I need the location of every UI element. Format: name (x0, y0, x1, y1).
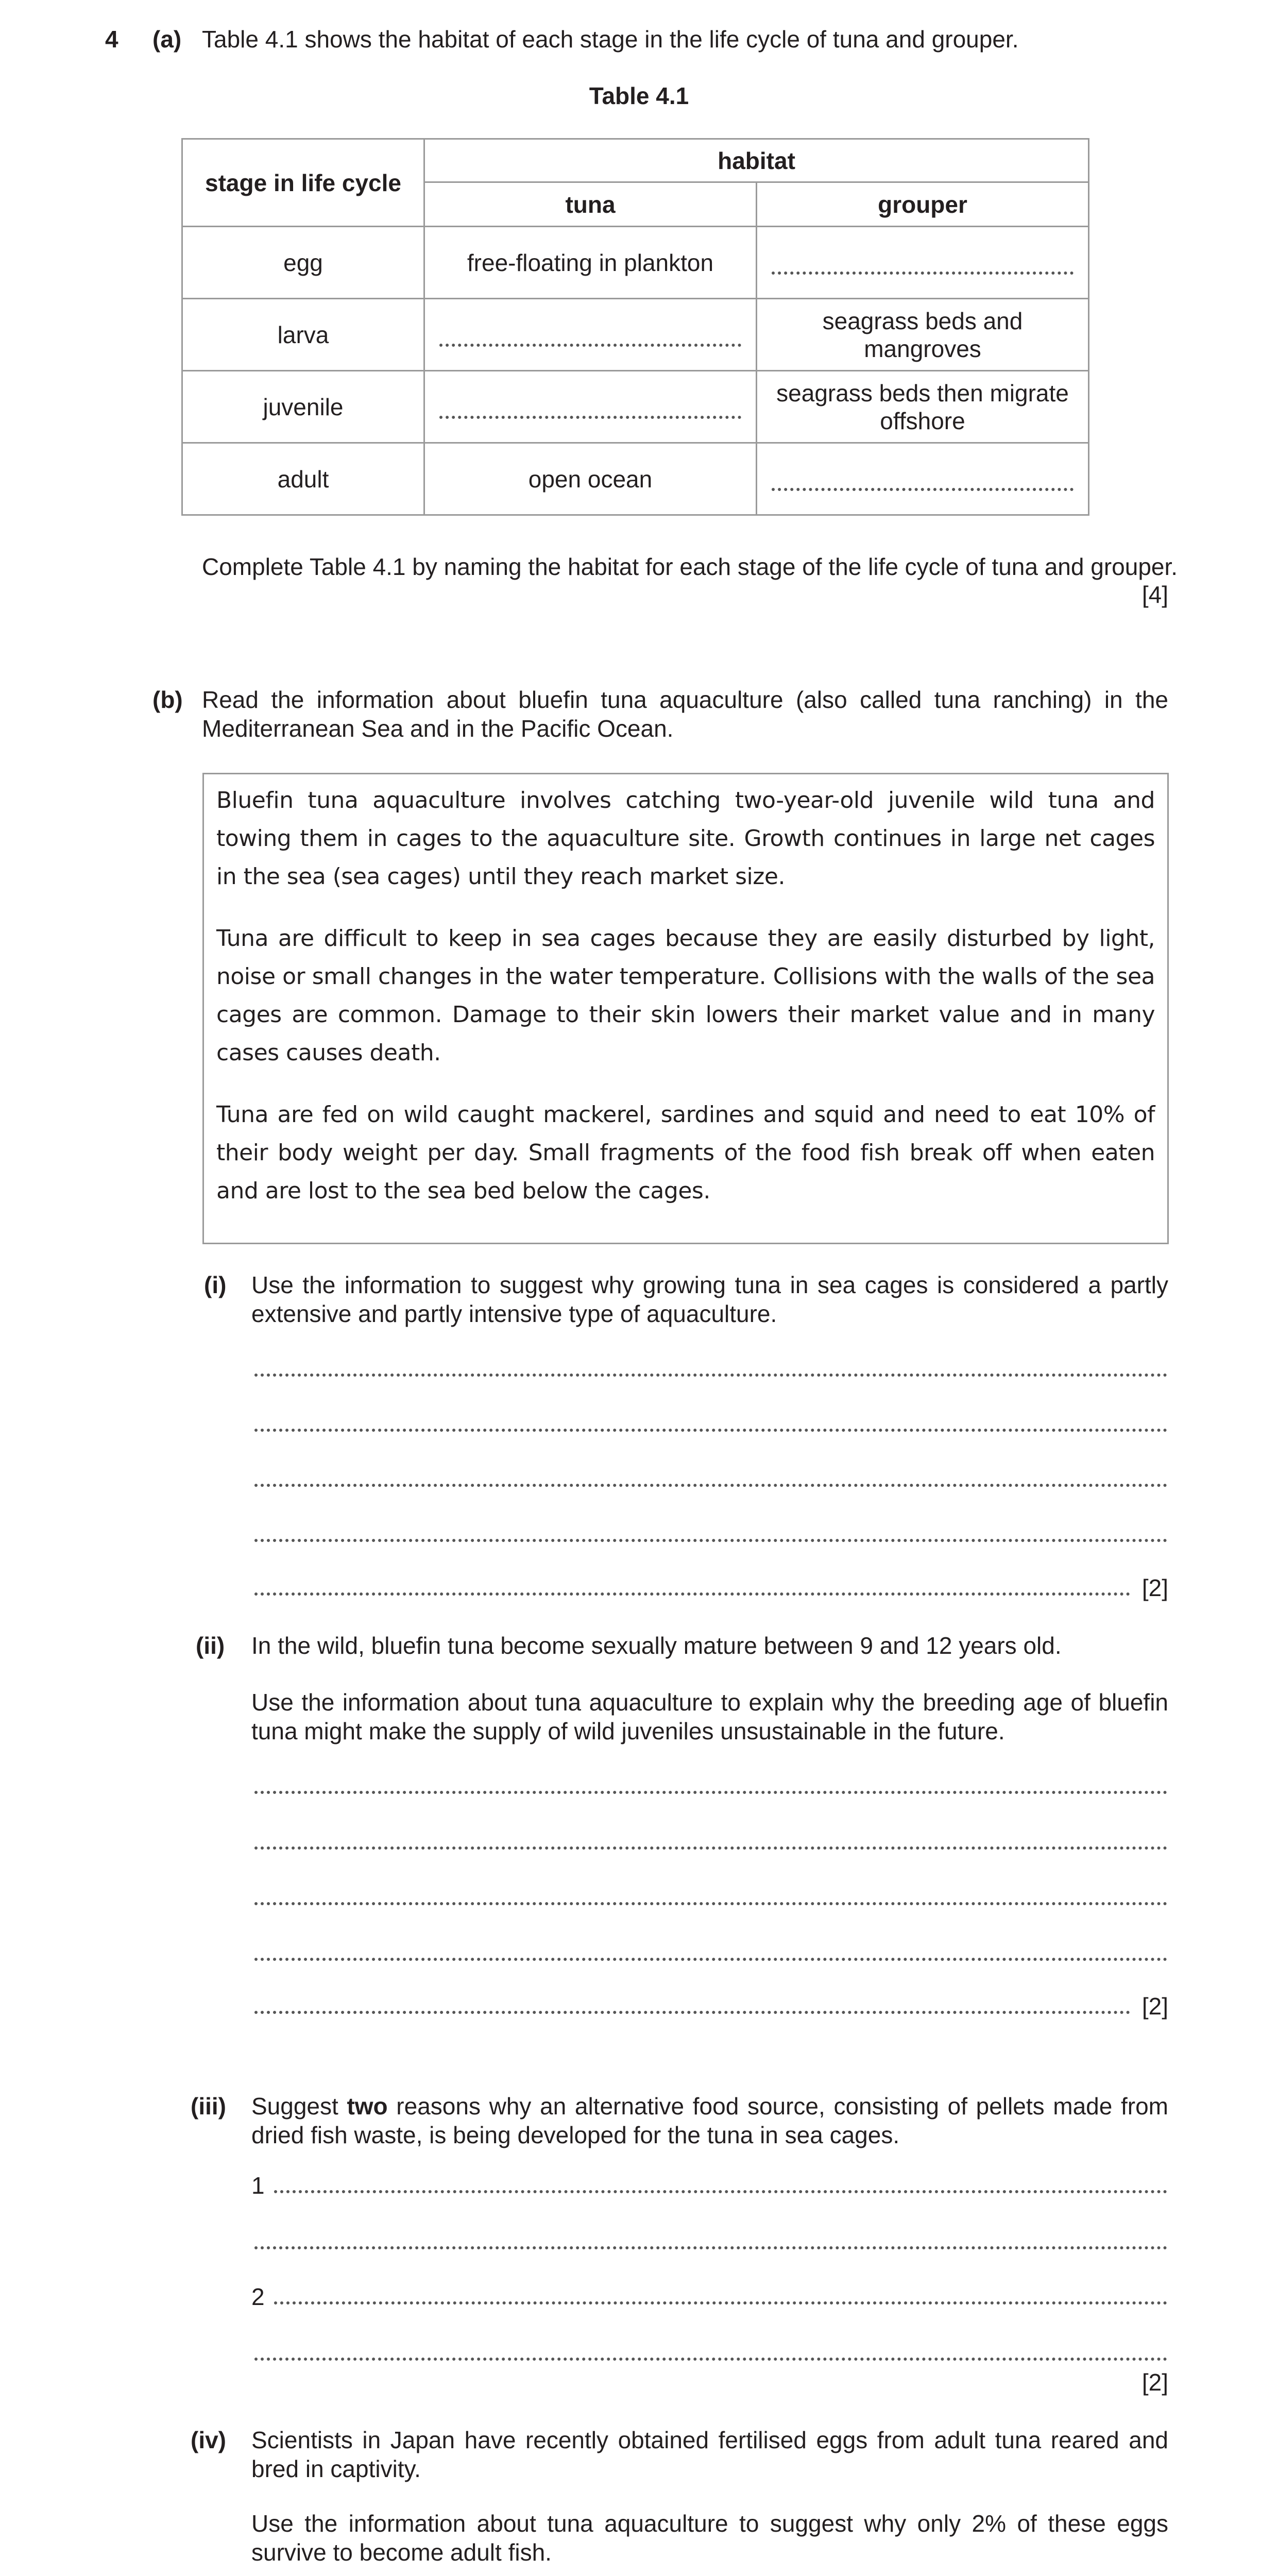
row-larva-tuna-answer[interactable] (424, 299, 757, 371)
row-adult-grouper-answer[interactable] (757, 443, 1089, 515)
part-b-iii-marks: [2] (1141, 2369, 1168, 2396)
part-b-ii-text-1: In the wild, bluefin tuna become sexually mature between 9 and 12 years old. (251, 1632, 1062, 1659)
answer-line[interactable] (254, 2246, 1167, 2249)
row-larva-stage: larva (182, 299, 424, 371)
text: Suggest (251, 2093, 347, 2120)
info-box (202, 773, 1169, 1244)
row-juvenile-stage: juvenile (182, 371, 424, 443)
part-b-iii-label: (iii) (191, 2093, 226, 2120)
row-larva-grouper: seagrass beds and mangroves (757, 299, 1089, 371)
part-a-label: (a) (152, 26, 182, 53)
row-egg-tuna: free-floating in plankton (424, 227, 757, 299)
info-paragraph-3: Tuna are fed on wild caught mackerel, sardines and squid and need to eat 10% of their body weight per day. Small fragments of the food fish break off when eaten and are lost to the sea bed below the cages. (216, 1101, 1155, 1204)
part-b-ii-text-2: Use the information about tuna aquaculture to explain why the breeding age of bluefin tuna might make the supply of wild juveniles unsustainable in the future. (251, 1689, 1168, 1744)
answer-line[interactable] (254, 1429, 1167, 1432)
answer-line[interactable] (254, 1592, 1130, 1596)
answer-line[interactable] (254, 1791, 1167, 1794)
answer-line-with-marks[interactable] (254, 1992, 1168, 2021)
table-caption: Table 4.1 (589, 82, 689, 109)
text: reasons why an alternative food source, consisting of pellets made from dried fish waste, is being developed for the tuna in sea cages. (251, 2093, 1169, 2148)
emphasis: two (347, 2093, 388, 2120)
part-b-iv-text-1: Scientists in Japan have recently obtained fertilised eggs from adult tuna reared and bred in captivity. (251, 2427, 1168, 2482)
part-a-instruction: Complete Table 4.1 by naming the habitat for each stage of the life cycle of tuna and grouper. (202, 553, 1178, 580)
row-egg-stage: egg (182, 227, 424, 299)
answer-line[interactable] (772, 488, 1073, 491)
part-b-iv-label: (iv) (191, 2427, 226, 2453)
part-b-i-label: (i) (204, 1272, 227, 1298)
row-adult-tuna: open ocean (424, 443, 757, 515)
answer-line[interactable] (254, 1902, 1167, 1905)
part-b-i-marks: [2] (1141, 1574, 1168, 1601)
row-adult-stage: adult (182, 443, 424, 515)
row-egg-grouper-answer[interactable] (757, 227, 1089, 299)
habitat-header: habitat (424, 139, 1089, 182)
answer-line-2[interactable] (251, 2282, 1168, 2311)
grouper-header: grouper (757, 182, 1089, 227)
part-b-iv-text-2: Use the information about tuna aquaculture to suggest why only 2% of these eggs survive to become adult fish. (251, 2510, 1168, 2566)
info-paragraph-2: Tuna are difficult to keep in sea cages because they are easily disturbed by light, noise or small changes in the water temperature. Collisions with the walls of the sea cages are common. Damage to their skin lowers their market value and in many cases causes death. (216, 925, 1155, 1066)
answer-line[interactable] (772, 272, 1073, 275)
part-a-intro: Table 4.1 shows the habitat of each stage in the life cycle of tuna and grouper. (202, 26, 1019, 53)
answer-line[interactable] (439, 344, 741, 347)
answer-line[interactable] (254, 1374, 1167, 1377)
answer-line[interactable] (254, 1846, 1167, 1850)
info-paragraph-1: Bluefin tuna aquaculture involves catching two-year-old juvenile wild tuna and towing them in cages to the aquaculture site. Growth continues in large net cages in the sea (sea cages) until they reach market size. (216, 787, 1155, 890)
part-b-ii-label: (ii) (196, 1632, 225, 1659)
part-b-intro: Read the information about bluefin tuna aquaculture (also called tuna ranching) in the Mediterranean Sea and in the Pacific Ocean. (202, 686, 1168, 742)
stage-header: stage in life cycle (182, 139, 424, 227)
answer-line[interactable] (254, 2358, 1167, 2361)
answer-line[interactable] (254, 2011, 1130, 2014)
row-juvenile-tuna-answer[interactable] (424, 371, 757, 443)
answer-line[interactable] (439, 416, 741, 419)
question-number: 4 (105, 26, 118, 53)
tuna-header: tuna (424, 182, 757, 227)
part-b-iii-question (251, 2092, 1168, 2149)
row-juvenile-grouper: seagrass beds then migrate offshore (757, 371, 1089, 443)
part-b-label: (b) (152, 686, 183, 713)
habitat-table (181, 138, 1089, 516)
answer-line[interactable] (254, 1539, 1167, 1542)
answer-line-with-marks[interactable] (254, 1573, 1168, 1602)
answer-line[interactable] (274, 2301, 1167, 2304)
answer-number: 2 (251, 2283, 265, 2310)
answer-line[interactable] (254, 1958, 1167, 1961)
answer-line-1[interactable] (251, 2171, 1168, 2200)
part-a-marks: [4] (1141, 581, 1168, 608)
answer-line[interactable] (274, 2190, 1167, 2193)
answer-line[interactable] (254, 1484, 1167, 1487)
part-b-i-question: Use the information to suggest why growing tuna in sea cages is considered a partly extensive and partly intensive type of aquaculture. (251, 1272, 1168, 1327)
part-b-ii-marks: [2] (1141, 1993, 1168, 2020)
answer-number: 1 (251, 2172, 265, 2199)
